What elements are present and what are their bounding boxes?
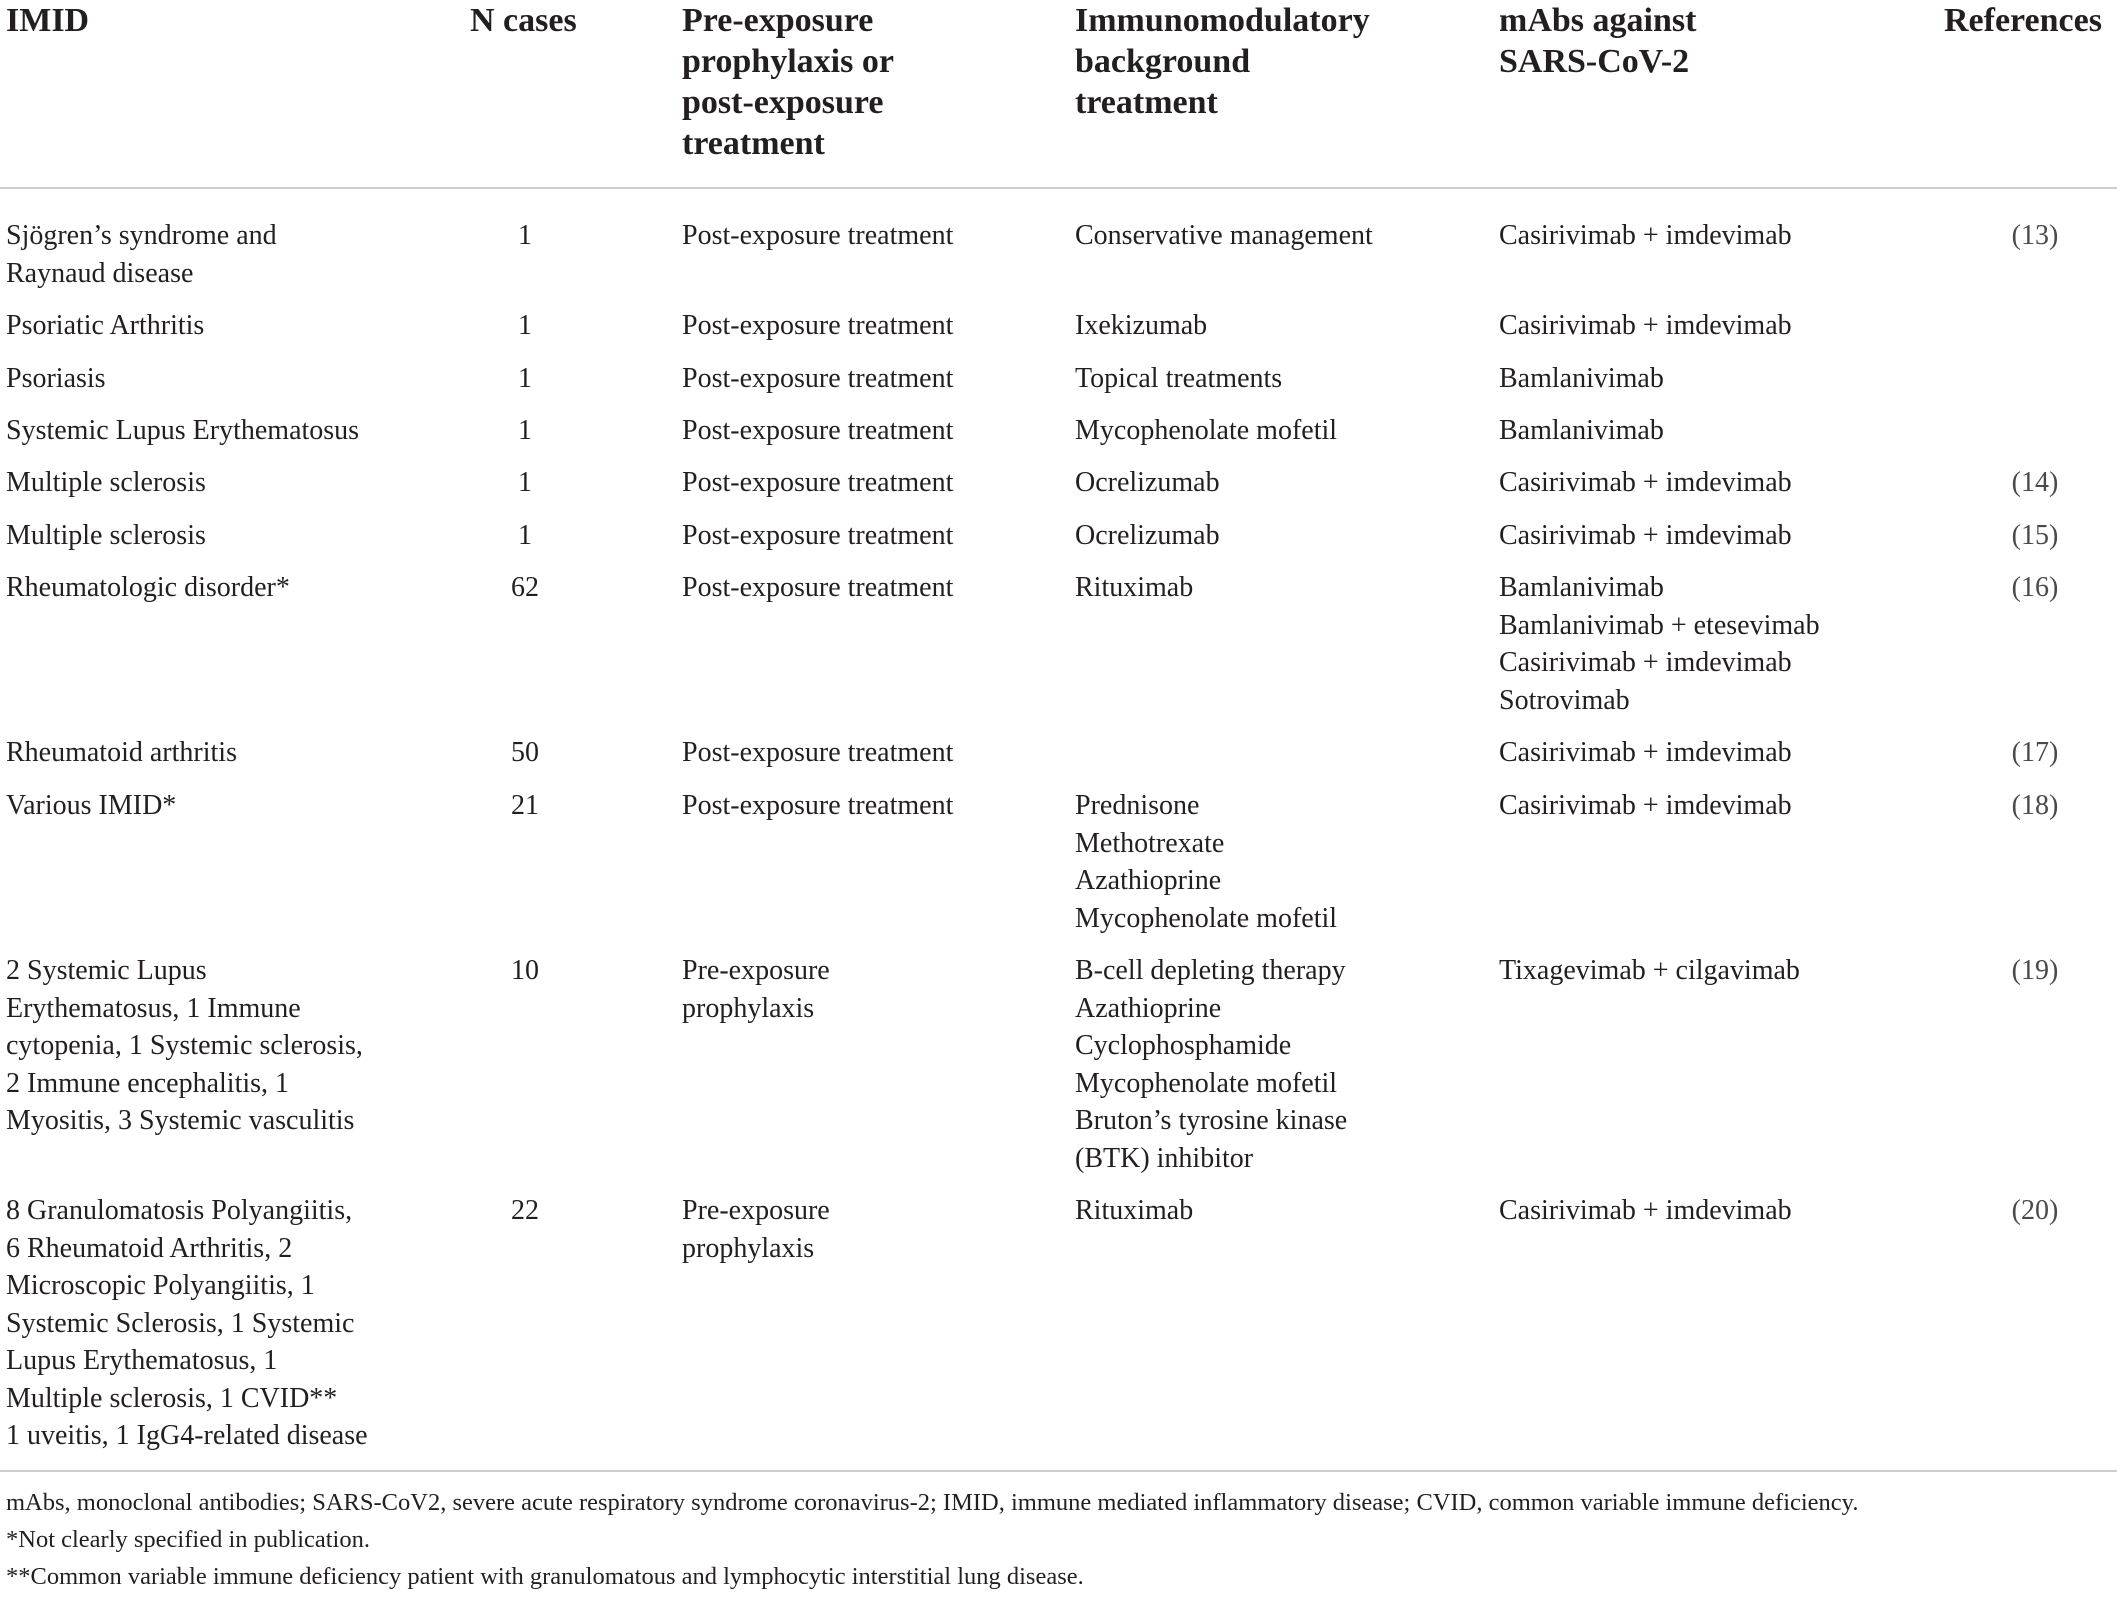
cell-mabs: Bamlanivimab <box>1499 363 1664 394</box>
cell-prophylaxis: Post-exposure treatment <box>682 467 954 498</box>
cell-imid: 2 Systemic Lupus Erythematosus, 1 Immune cytopenia, 1 Systemic sclerosis, 2 Immune encephalitis, 1 Myositis, 3 Systemic vasculitis <box>6 955 363 1136</box>
cell-n-cases: 62 <box>511 572 539 603</box>
cell-reference[interactable]: (17) <box>2011 737 2059 768</box>
cell-reference[interactable]: (15) <box>2011 520 2059 551</box>
cell-background: Ocrelizumab <box>1075 467 1220 498</box>
cell-mabs: Casirivimab + imdevimab <box>1499 790 1792 821</box>
footnote-abbreviations: mAbs, monoclonal antibodies; SARS-CoV2, severe acute respiratory syndrome coronavirus-2; IMID, immune mediated inflammatory disease; CVID, common variable immune deficiency. <box>6 1489 1859 1516</box>
header-prophylaxis: Pre-exposure prophylaxis or post-exposure treatment <box>682 2 894 162</box>
cell-mabs: Tixagevimab + cilgavimab <box>1499 955 1800 986</box>
cell-imid: Psoriasis <box>6 363 106 394</box>
header-references: References <box>1944 2 2102 39</box>
cell-n-cases: 10 <box>511 955 539 986</box>
cell-imid: Various IMID* <box>6 790 177 821</box>
cell-mabs: Casirivimab + imdevimab <box>1499 737 1792 768</box>
cell-mabs: Casirivimab + imdevimab <box>1499 310 1792 341</box>
cell-background: Prednisone Methotrexate Azathioprine Mycophenolate mofetil <box>1075 790 1338 934</box>
cell-imid: Sjögren’s syndrome and Raynaud disease <box>6 220 277 289</box>
cell-mabs: Casirivimab + imdevimab <box>1499 467 1792 498</box>
cell-imid: 8 Granulomatosis Polyangiitis, 6 Rheumatoid Arthritis, 2 Microscopic Polyangiitis, 1 Systemic Sclerosis, 1 Systemic Lupus Erythematosus, 1 Multiple sclerosis, 1 CVID** 1 uveitis, 1 IgG4-related disease <box>6 1195 368 1451</box>
cell-imid: Systemic Lupus Erythematosus <box>6 415 360 446</box>
cell-n-cases: 1 <box>518 363 532 394</box>
cell-prophylaxis: Post-exposure treatment <box>682 415 954 446</box>
cell-n-cases: 1 <box>518 415 532 446</box>
cell-n-cases: 21 <box>511 790 539 821</box>
cell-prophylaxis: Pre-exposure prophylaxis <box>682 955 830 1024</box>
cell-reference[interactable]: (16) <box>2011 572 2059 603</box>
header-mabs: mAbs against SARS-CoV-2 <box>1499 2 1697 80</box>
cell-prophylaxis: Post-exposure treatment <box>682 363 954 394</box>
cell-imid: Rheumatologic disorder* <box>6 572 290 603</box>
cell-background: Conservative management <box>1075 220 1373 251</box>
cell-reference[interactable]: (13) <box>2011 220 2059 251</box>
cell-mabs: Bamlanivimab <box>1499 415 1664 446</box>
cell-background: B-cell depleting therapy Azathioprine Cyclophosphamide Mycophenolate mofetil Bruton’s tyrosine kinase (BTK) inhibitor <box>1075 955 1348 1174</box>
cell-prophylaxis: Post-exposure treatment <box>682 310 954 341</box>
cell-n-cases: 22 <box>511 1195 539 1226</box>
cell-n-cases: 1 <box>518 520 532 551</box>
footnote-double-asterisk: **Common variable immune deficiency patient with granulomatous and lymphocytic interstitial lung disease. <box>6 1563 1084 1590</box>
table-footnotes <box>6 1484 2106 1595</box>
cell-n-cases: 1 <box>518 310 532 341</box>
cell-prophylaxis: Pre-exposure prophylaxis <box>682 1195 830 1264</box>
cell-mabs: Bamlanivimab Bamlanivimab + etesevimab Casirivimab + imdevimab Sotrovimab <box>1499 572 1820 716</box>
footnote-asterisk: *Not clearly specified in publication. <box>6 1526 370 1553</box>
cell-reference[interactable]: (18) <box>2011 790 2059 821</box>
header-n-cases: N cases <box>470 2 577 39</box>
table-footer-divider <box>0 1470 2117 1472</box>
cell-imid: Psoriatic Arthritis <box>6 310 205 341</box>
cell-prophylaxis: Post-exposure treatment <box>682 572 954 603</box>
cell-background: Mycophenolate mofetil <box>1075 415 1338 446</box>
cell-background: Ixekizumab <box>1075 310 1208 341</box>
cell-imid: Rheumatoid arthritis <box>6 737 237 768</box>
cell-background: Rituximab <box>1075 1195 1194 1226</box>
cell-mabs: Casirivimab + imdevimab <box>1499 220 1792 251</box>
cell-imid: Multiple sclerosis <box>6 520 206 551</box>
table-header <box>0 0 2117 189</box>
cell-prophylaxis: Post-exposure treatment <box>682 737 954 768</box>
cell-prophylaxis: Post-exposure treatment <box>682 220 954 251</box>
cell-reference[interactable]: (19) <box>2011 955 2059 986</box>
cell-n-cases: 1 <box>518 220 532 251</box>
cell-n-cases: 1 <box>518 467 532 498</box>
cell-reference[interactable]: (14) <box>2011 467 2059 498</box>
cell-background: Ocrelizumab <box>1075 520 1220 551</box>
cell-prophylaxis: Post-exposure treatment <box>682 790 954 821</box>
cell-imid: Multiple sclerosis <box>6 467 206 498</box>
cell-n-cases: 50 <box>511 737 539 768</box>
cell-prophylaxis: Post-exposure treatment <box>682 520 954 551</box>
cell-mabs: Casirivimab + imdevimab <box>1499 520 1792 551</box>
cell-background: Rituximab <box>1075 572 1194 603</box>
cell-reference[interactable]: (20) <box>2011 1195 2059 1226</box>
cell-background: Topical treatments <box>1075 363 1283 394</box>
header-imid: IMID <box>6 2 90 39</box>
header-background-treatment: Immunomodulatory background treatment <box>1075 2 1370 121</box>
cell-mabs: Casirivimab + imdevimab <box>1499 1195 1792 1226</box>
